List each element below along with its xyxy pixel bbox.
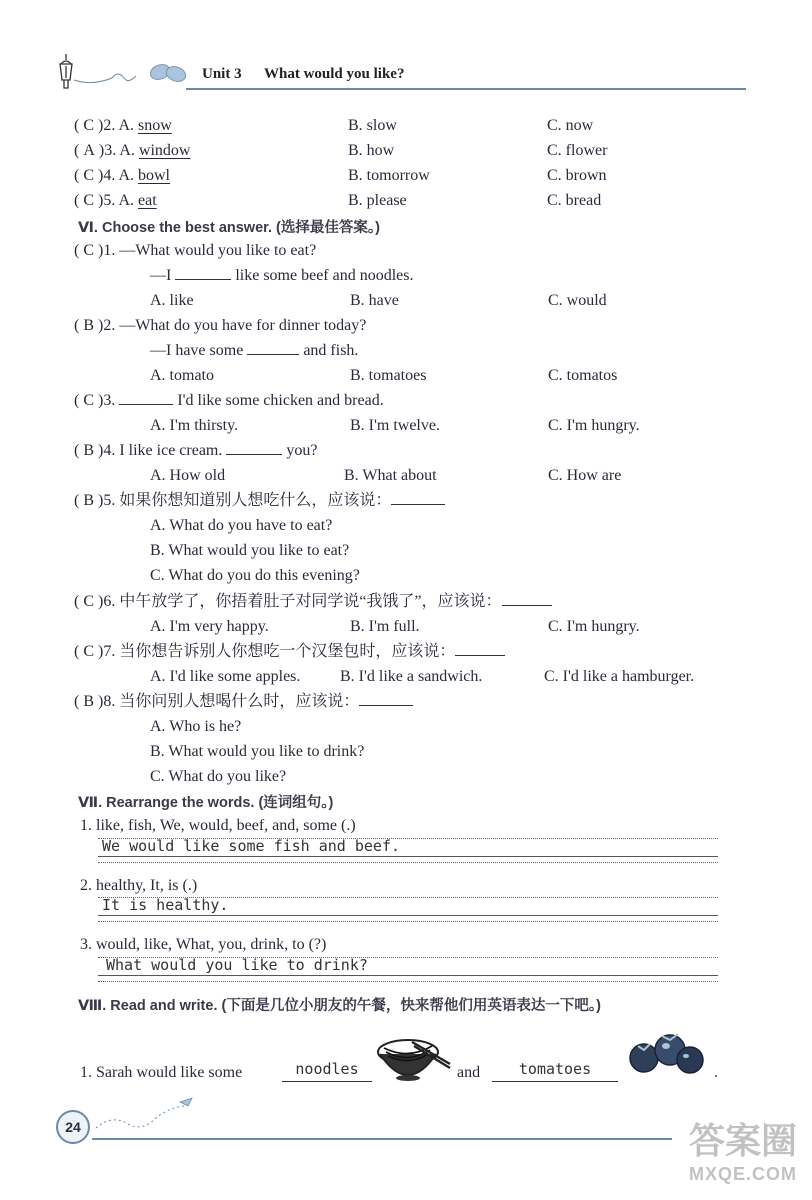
writing-line xyxy=(98,981,718,982)
option-a: A. tomato xyxy=(150,367,214,384)
blank xyxy=(455,642,505,656)
writing-line xyxy=(98,975,718,976)
rearrange-answer: It is healthy. xyxy=(102,896,229,914)
blank xyxy=(502,592,552,606)
option-b: B. I'm full. xyxy=(350,618,420,635)
option-b: B. What about xyxy=(344,467,437,484)
answer-mark: A xyxy=(83,142,95,159)
option-a: A. What do you have to eat? xyxy=(150,517,333,534)
butterfly-icon xyxy=(148,62,188,84)
noodle-bowl-icon xyxy=(372,1030,452,1086)
rearrange-prompt: 3. would, like, What, you, drink, to (?) xyxy=(80,936,327,953)
answer-mark: C xyxy=(83,192,94,209)
option-c: C. bread xyxy=(547,192,602,209)
blank xyxy=(175,266,231,280)
and-word: and xyxy=(457,1064,481,1081)
writing-line xyxy=(98,862,718,863)
answer-noodles: noodles xyxy=(295,1060,359,1078)
page-number: 24 xyxy=(65,1119,81,1135)
phonics-row: ( A )3. A. window xyxy=(74,142,191,159)
watermark: 答案圈 MXQE.COM xyxy=(688,1121,797,1184)
bird-icon xyxy=(180,1098,192,1106)
unit-label: Unit 3 xyxy=(202,66,242,82)
section-title: Ⅶ. Rearrange the words. (连词组句。) xyxy=(78,795,334,811)
option-b: B. have xyxy=(350,292,399,309)
option-b: B. I'd like a sandwich. xyxy=(340,668,483,685)
rearrange-prompt: 1. like, fish, We, would, beef, and, some (.) xyxy=(80,817,356,834)
blank xyxy=(226,441,282,455)
footer-decoration xyxy=(92,1094,202,1134)
question-2: ( B )2. —What do you have for dinner today? xyxy=(74,317,367,334)
option-a: A. like xyxy=(150,292,194,309)
option-a: A. Who is he? xyxy=(150,718,242,735)
option-c: C. tomatos xyxy=(548,367,618,384)
option-c: C. brown xyxy=(547,167,607,184)
option-c: C. I'd like a hamburger. xyxy=(544,668,695,685)
option-a: A. I'm very happy. xyxy=(150,618,269,635)
answer-blank xyxy=(492,1060,618,1082)
option-b: B. how xyxy=(348,142,395,159)
tomatoes-icon xyxy=(622,1026,714,1082)
phonics-row: ( C )5. A. eat xyxy=(74,192,157,209)
option-c: C. What do you do this evening? xyxy=(150,567,360,584)
question-8: ( B )8. 当你问别人想喝什么时，应该说： xyxy=(74,692,413,712)
sentence-end: . xyxy=(714,1064,718,1081)
writing-line xyxy=(98,856,718,857)
header-decoration xyxy=(52,50,202,94)
question-7: ( C )7. 当你想告诉别人你想吃一个汉堡包时，应该说： xyxy=(74,642,505,662)
lantern-icon xyxy=(60,54,72,88)
question-1-line2: —I like some beef and noodles. xyxy=(150,267,414,284)
answer-tomatoes: tomatoes xyxy=(518,1060,592,1078)
writing-line xyxy=(98,921,718,922)
blank xyxy=(359,692,413,706)
read-write-1: 1. Sarah would like some xyxy=(80,1064,243,1081)
option-b: B. please xyxy=(348,192,407,209)
blank xyxy=(391,491,445,505)
option-b: B. What would you like to drink? xyxy=(150,743,365,760)
question-4: ( B )4. I like ice cream. you? xyxy=(74,442,318,459)
answer-blank xyxy=(282,1060,372,1082)
option-b: B. tomorrow xyxy=(348,167,430,184)
phonics-row: ( C )2. A. snow xyxy=(74,117,172,134)
option-c: C. would xyxy=(548,292,607,309)
swirl-line xyxy=(74,74,136,83)
question-5: ( B )5. 如果你想知道别人想吃什么，应该说： xyxy=(74,491,445,511)
option-c: C. How are xyxy=(548,467,622,484)
option-c: C. now xyxy=(547,117,594,134)
option-c: C. What do you like? xyxy=(150,768,287,785)
footer-rule xyxy=(92,1138,672,1140)
writing-line xyxy=(98,915,718,916)
section-title: Ⅵ. Choose the best answer. (选择最佳答案。) xyxy=(78,220,380,236)
answer-mark: C xyxy=(83,117,94,134)
question-2-line2: —I have some and fish. xyxy=(150,342,359,359)
rearrange-answer: We would like some fish and beef. xyxy=(102,837,401,855)
page-number-badge xyxy=(56,1110,90,1144)
option-c: C. flower xyxy=(547,142,608,159)
blank xyxy=(247,341,299,355)
header-rule xyxy=(186,88,746,90)
rearrange-prompt: 2. healthy, It, is (.) xyxy=(80,877,198,894)
answer-mark: C xyxy=(83,167,94,184)
rearrange-answer: What would you like to drink? xyxy=(106,956,368,974)
blank xyxy=(119,391,173,405)
question-1: ( C )1. —What would you like to eat? xyxy=(74,242,317,259)
unit-title: What would you like? xyxy=(264,66,405,82)
question-6: ( C )6. 中午放学了，你捂着肚子对同学说“我饿了”，应该说： xyxy=(74,592,552,612)
option-a: A. I'd like some apples. xyxy=(150,668,301,685)
option-c: C. I'm hungry. xyxy=(548,618,640,635)
option-c: C. I'm hungry. xyxy=(548,417,640,434)
option-b: B. slow xyxy=(348,117,397,134)
option-a: A. I'm thirsty. xyxy=(150,417,239,434)
option-a: A. How old xyxy=(150,467,226,484)
option-b: B. What would you like to eat? xyxy=(150,542,350,559)
question-3: ( C )3. I'd like some chicken and bread. xyxy=(74,392,384,409)
phonics-row: ( C )4. A. bowl xyxy=(74,167,170,184)
section-title: Ⅷ. Read and write. (下面是几位小朋友的午餐，快来帮他们用英语表达一下吧。) xyxy=(78,998,601,1014)
option-b: B. I'm twelve. xyxy=(350,417,440,434)
option-b: B. tomatoes xyxy=(350,367,427,384)
